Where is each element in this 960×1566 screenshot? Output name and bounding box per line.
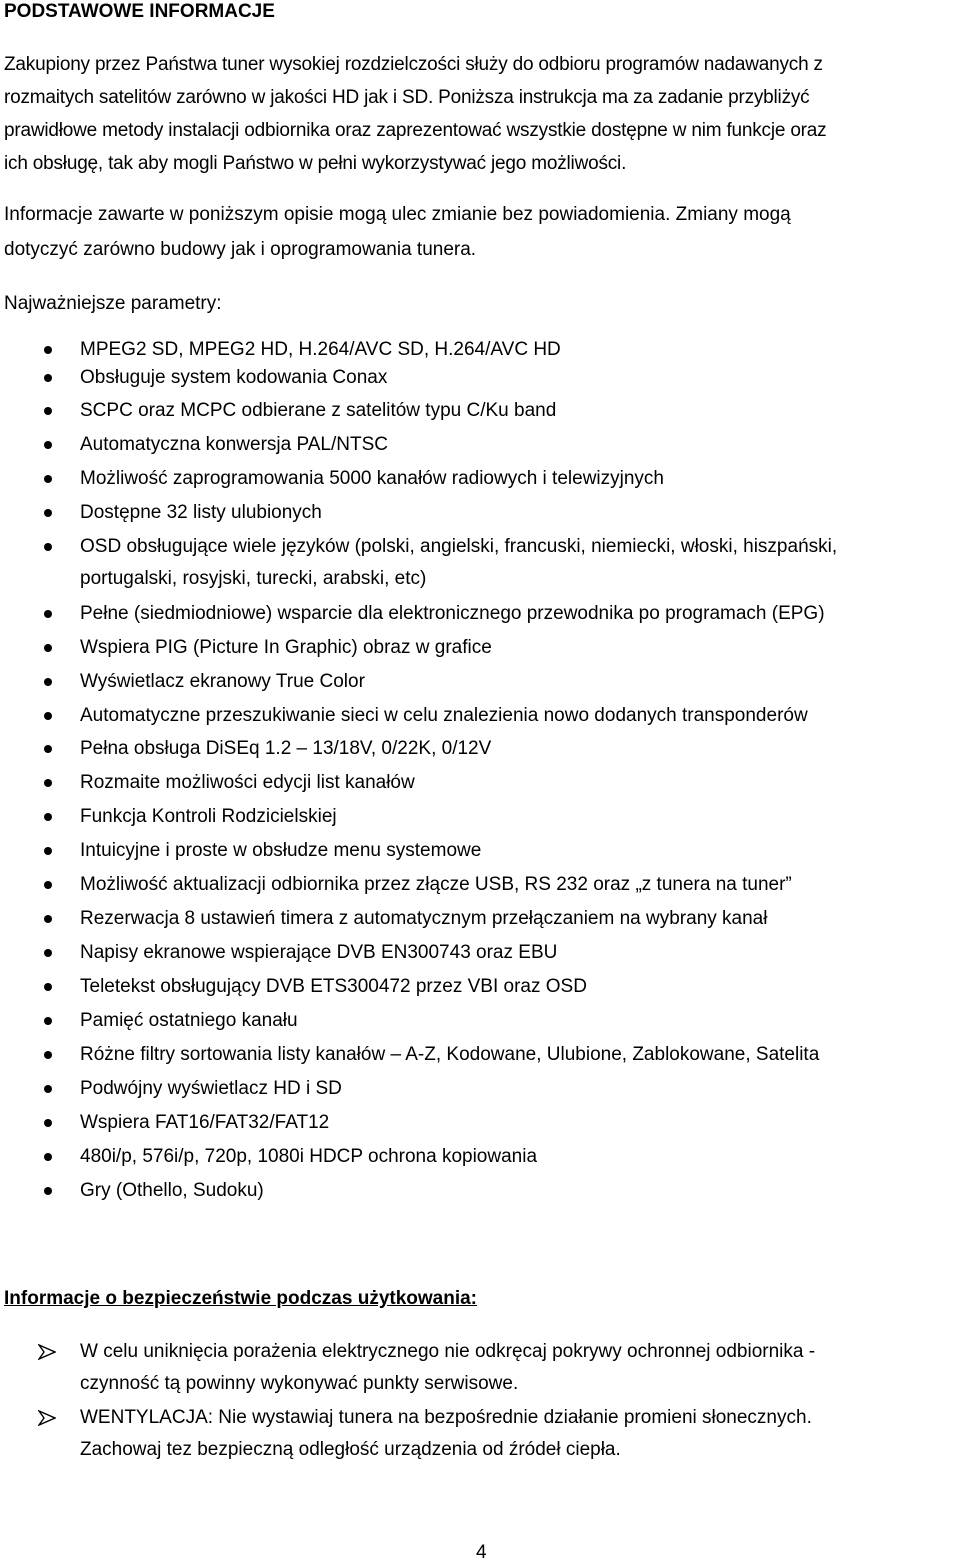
safety-text: W celu uniknięcia porażenia elektrycznego nie odkręcaj pokrywy ochronnej odbiornika - bbox=[80, 1341, 816, 1362]
bullet-icon bbox=[44, 949, 52, 957]
bullet-icon bbox=[44, 346, 52, 354]
param-text: Wyświetlacz ekranowy True Color bbox=[80, 671, 365, 692]
bullet-icon bbox=[44, 644, 52, 652]
param-text: Możliwość aktualizacji odbiornika przez złącze USB, RS 232 oraz „z tunera na tuner” bbox=[80, 874, 792, 895]
bullet-icon bbox=[44, 441, 52, 449]
param-text: Teletekst obsługujący DVB ETS300472 przez VBI oraz OSD bbox=[80, 976, 587, 997]
intro-line: ich obsługę, tak aby mogli Państwo w pełni wykorzystywać jego możliwości. bbox=[4, 153, 627, 174]
param-text: Podwójny wyświetlacz HD i SD bbox=[80, 1078, 342, 1099]
param-text: Gry (Othello, Sudoku) bbox=[80, 1180, 264, 1201]
bullet-icon bbox=[44, 779, 52, 787]
param-text: Różne filtry sortowania listy kanałów – A-Z, Kodowane, Ulubione, Zablokowane, Satelita bbox=[80, 1044, 820, 1065]
notice-line: Informacje zawarte w poniższym opisie mogą ulec zmianie bez powiadomienia. Zmiany mogą bbox=[4, 204, 791, 225]
safety-text-continued: czynność tą powinny wykonywać punkty serwisowe. bbox=[80, 1373, 519, 1394]
bullet-icon bbox=[44, 1119, 52, 1127]
param-text: Możliwość zaprogramowania 5000 kanałów radiowych i telewizyjnych bbox=[80, 468, 664, 489]
bullet-icon bbox=[44, 610, 52, 618]
bullet-icon bbox=[44, 1153, 52, 1161]
intro-line: prawidłowe metody instalacji odbiornika oraz zaprezentować wszystkie dostępne w nim funkcje oraz bbox=[4, 120, 827, 141]
bullet-icon bbox=[44, 813, 52, 821]
page-number: 4 bbox=[476, 1542, 487, 1563]
param-text-continued: portugalski, rosyjski, turecki, arabski, etc) bbox=[80, 568, 427, 589]
intro-paragraph bbox=[4, 48, 954, 180]
arrow-bullet-icon bbox=[38, 1344, 56, 1360]
bullet-icon bbox=[44, 374, 52, 382]
param-text: SCPC oraz MCPC odbierane z satelitów typu C/Ku band bbox=[80, 400, 557, 421]
bullet-icon bbox=[44, 475, 52, 483]
bullet-icon bbox=[44, 745, 52, 753]
intro-line: Zakupiony przez Państwa tuner wysokiej rozdzielczości służy do odbioru programów nadawanych z bbox=[4, 54, 823, 75]
bullet-icon bbox=[44, 983, 52, 991]
bullet-icon bbox=[44, 1017, 52, 1025]
param-text: Pełna obsługa DiSEq 1.2 – 13/18V, 0/22K, 0/12V bbox=[80, 738, 492, 759]
bullet-icon bbox=[44, 712, 52, 720]
param-text: Rozmaite możliwości edycji list kanałów bbox=[80, 772, 415, 793]
params-heading: Najważniejsze parametry: bbox=[4, 293, 222, 314]
param-text: Rezerwacja 8 ustawień timera z automatycznym przełączaniem na wybrany kanał bbox=[80, 908, 768, 929]
param-text: Pamięć ostatniego kanału bbox=[80, 1010, 298, 1031]
param-text: Napisy ekranowe wspierające DVB EN300743 oraz EBU bbox=[80, 942, 558, 963]
bullet-icon bbox=[44, 1187, 52, 1195]
param-text: Wspiera FAT16/FAT32/FAT12 bbox=[80, 1112, 330, 1133]
safety-text-continued: Zachowaj tez bezpieczną odległość urządzenia od źródeł ciepła. bbox=[80, 1439, 621, 1460]
bullet-icon bbox=[44, 1051, 52, 1059]
param-text: Funkcja Kontroli Rodzicielskiej bbox=[80, 806, 337, 827]
param-text: Intuicyjne i proste w obsłudze menu systemowe bbox=[80, 840, 482, 861]
bullet-icon bbox=[44, 847, 52, 855]
param-text: MPEG2 SD, MPEG2 HD, H.264/AVC SD, H.264/AVC HD bbox=[80, 339, 561, 360]
safety-text: WENTYLACJA: Nie wystawiaj tunera na bezpośrednie działanie promieni słonecznych. bbox=[80, 1407, 812, 1428]
param-text: Dostępne 32 listy ulubionych bbox=[80, 502, 322, 523]
notice-paragraph bbox=[4, 197, 954, 267]
param-text: 480i/p, 576i/p, 720p, 1080i HDCP ochrona kopiowania bbox=[80, 1146, 538, 1167]
arrow-bullet-icon bbox=[38, 1410, 56, 1426]
section-heading-basic-info: PODSTAWOWE INFORMACJE bbox=[4, 1, 275, 22]
safety-heading: Informacje o bezpieczeństwie podczas użytkowania: bbox=[4, 1288, 478, 1309]
bullet-icon bbox=[44, 881, 52, 889]
bullet-icon bbox=[44, 915, 52, 923]
param-text: Automatyczna konwersja PAL/NTSC bbox=[80, 434, 388, 455]
intro-line: rozmaitych satelitów zarówno w jakości HD jak i SD. Poniższa instrukcja ma za zadanie przybliżyć bbox=[4, 87, 810, 108]
notice-line: dotyczyć zarówno budowy jak i oprogramowania tunera. bbox=[4, 239, 477, 260]
bullet-icon bbox=[44, 509, 52, 517]
param-text: OSD obsługujące wiele języków (polski, angielski, francuski, niemiecki, włoski, hiszpański, bbox=[80, 536, 838, 557]
bullet-icon bbox=[44, 543, 52, 551]
param-text: Wspiera PIG (Picture In Graphic) obraz w grafice bbox=[80, 637, 492, 658]
param-text: Pełne (siedmiodniowe) wsparcie dla elektronicznego przewodnika po programach (EPG) bbox=[80, 603, 825, 624]
param-text: Automatyczne przeszukiwanie sieci w celu znalezienia nowo dodanych transponderów bbox=[80, 705, 808, 726]
bullet-icon bbox=[44, 407, 52, 415]
param-text: Obsługuje system kodowania Conax bbox=[80, 367, 388, 388]
bullet-icon bbox=[44, 678, 52, 686]
bullet-icon bbox=[44, 1085, 52, 1093]
